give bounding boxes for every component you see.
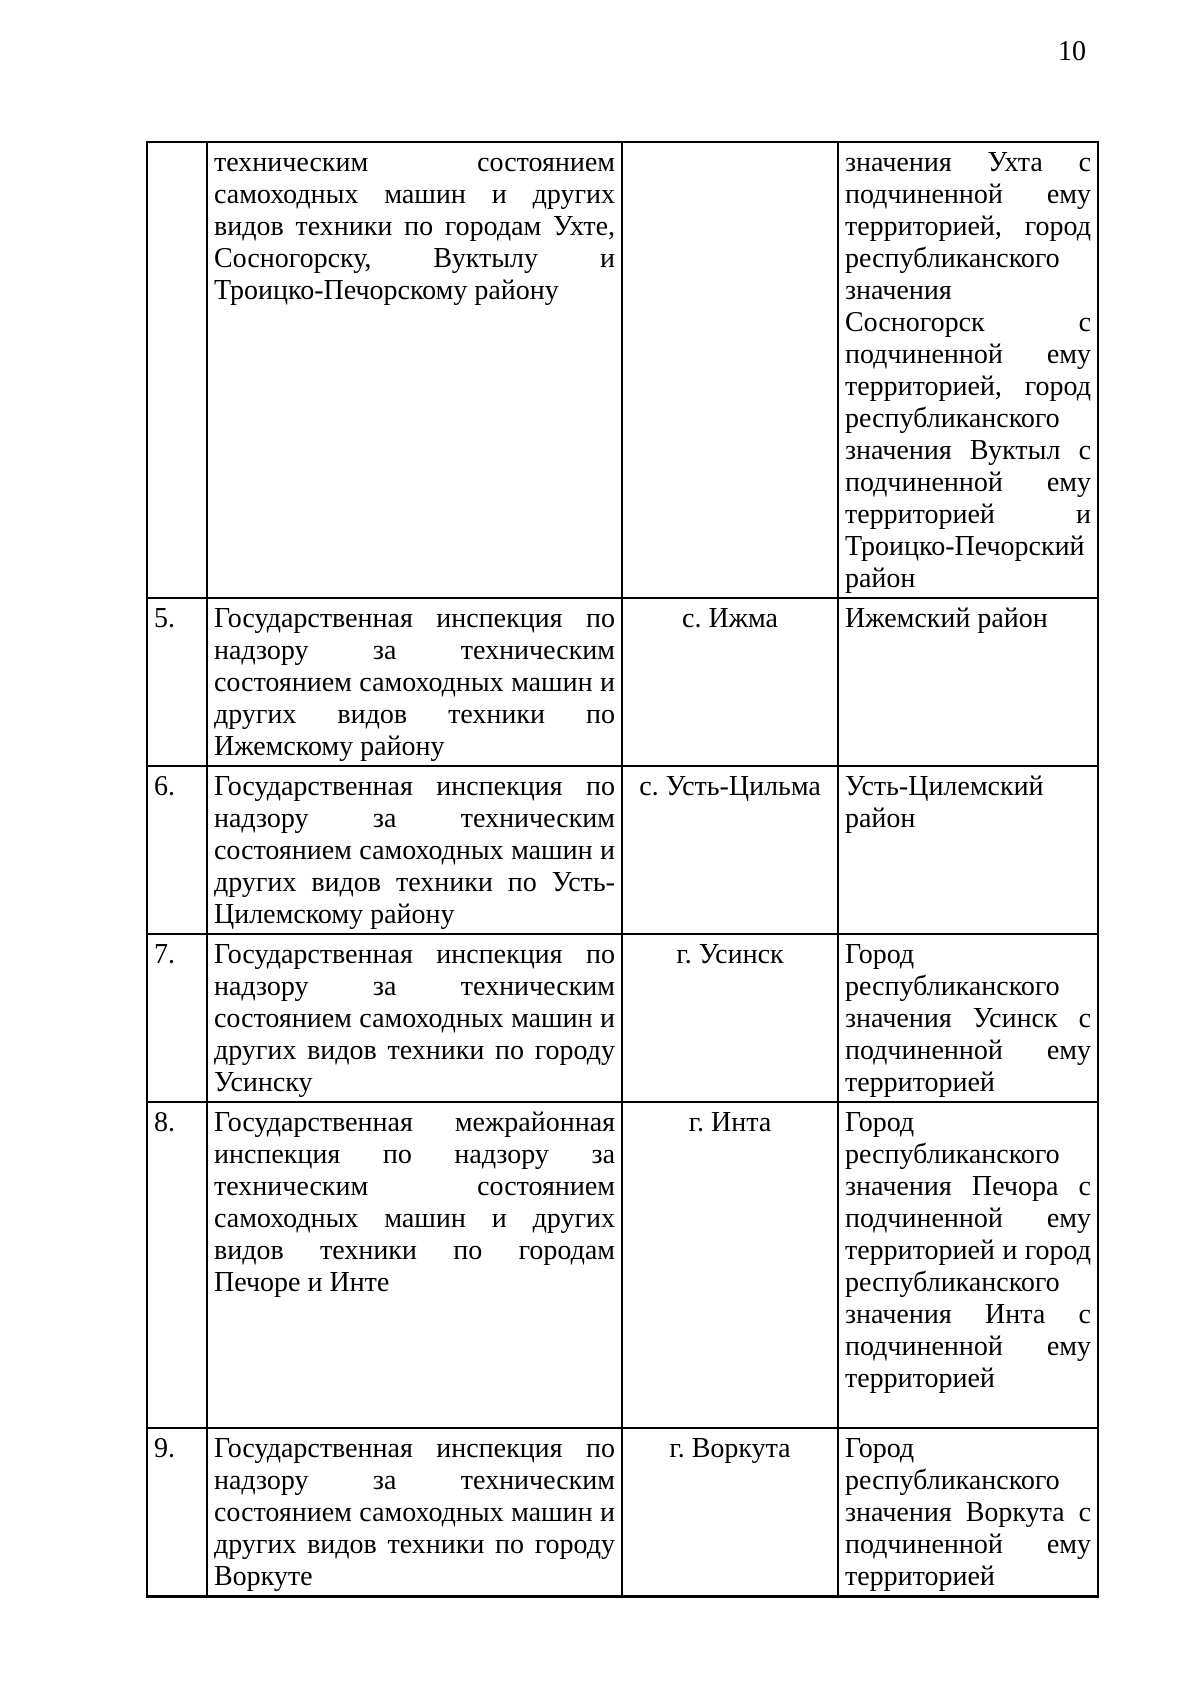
row-number-cell: 8. (147, 1102, 207, 1428)
inspection-name-cell: Государственная инспекция по надзору за техническим состоянием самоходных машин и других видов техники по городу Воркуте (207, 1428, 622, 1597)
location-cell: г. Инта (622, 1102, 838, 1428)
table-row (147, 598, 1098, 766)
row-number-cell: 5. (147, 598, 207, 766)
inspection-name-cell: Государственная инспекция по надзору за техническим состоянием самоходных машин и других видов техники по Усть-Цилемскому району (207, 766, 622, 934)
territory-cell: Усть-Цилемский район (838, 766, 1098, 934)
inspection-name-cell: Государственная инспекция по надзору за техническим состоянием самоходных машин и других видов техники по городу Усинску (207, 934, 622, 1102)
row-number-cell (147, 142, 207, 598)
location-cell: г. Воркута (622, 1428, 838, 1597)
location-cell: г. Усинск (622, 934, 838, 1102)
location-cell (622, 142, 838, 598)
territory-cell: Город республиканского значения Воркута с подчиненной ему территорией (838, 1428, 1098, 1597)
location-cell: с. Ижма (622, 598, 838, 766)
inspections-table (146, 141, 1099, 1598)
territory-cell: Город республиканского значения Печора с подчиненной ему территорией и город республиканского значения Инта с подчиненной ему территорией (838, 1102, 1098, 1428)
row-number-cell: 9. (147, 1428, 207, 1597)
inspection-name-cell: техническим состоянием самоходных машин и других видов техники по городам Ухте, Сосногорску, Вуктылу и Троицко-Печорскому району (207, 142, 622, 598)
territory-cell: значения Ухта с подчиненной ему территорией, город республиканского значения Сосногорск с подчиненной ему территорией, город республиканского значения Вуктыл с подчиненной ему территорией и Троицко-Печорский район (838, 142, 1098, 598)
row-number-cell: 6. (147, 766, 207, 934)
row-number-cell: 7. (147, 934, 207, 1102)
table-row (147, 1428, 1098, 1597)
territory-cell: Ижемский район (838, 598, 1098, 766)
location-cell: с. Усть-Цильма (622, 766, 838, 934)
table-row (147, 142, 1098, 598)
table-row (147, 934, 1098, 1102)
table-row (147, 766, 1098, 934)
territory-cell: Город республиканского значения Усинск с подчиненной ему территорией (838, 934, 1098, 1102)
table-row (147, 1102, 1098, 1428)
page-number: 10 (1058, 36, 1086, 67)
inspections-table-body (147, 142, 1098, 1597)
inspection-name-cell: Государственная инспекция по надзору за техническим состоянием самоходных машин и других видов техники по Ижемскому району (207, 598, 622, 766)
inspection-name-cell: Государственная межрайонная инспекция по надзору за техническим состоянием самоходных машин и других видов техники по городам Печоре и Инте (207, 1102, 622, 1428)
